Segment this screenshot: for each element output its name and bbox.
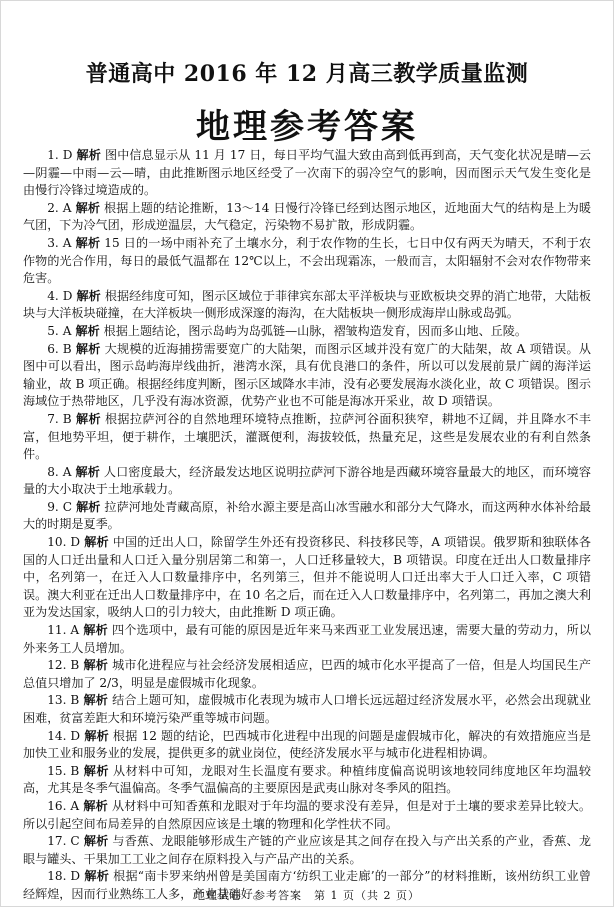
question-number: 13. [47, 693, 67, 708]
analysis-label: 解析 [83, 763, 109, 778]
answer-choice: C [62, 499, 72, 514]
analysis-label: 解析 [76, 288, 101, 303]
analysis-text: 图中信息显示从 11 月 17 日，每日平均气温大致由高到低再到高，天气变化状况是晴—云—阴霾—中雨—云—晴，由此推断图示地区经受了一次南下的弱冷空气的影响，因而图示天气发生变化是由慢行冷锋过境造成的。 [23, 148, 591, 198]
answer-choice: B [62, 411, 72, 426]
analysis-label: 解析 [83, 623, 108, 638]
analysis-label: 解析 [83, 798, 108, 813]
question-number: 17. [47, 834, 67, 849]
answer-choice: A [62, 200, 72, 215]
answer-choice: A [62, 464, 72, 479]
answer-item [23, 763, 591, 798]
question-number: 6. [47, 341, 59, 356]
analysis-text: 根据上题结论，图示岛屿为岛弧链—山脉，褶皱构造发育，因而多山地、丘陵。 [103, 323, 527, 338]
analysis-text: 根据经纬度可知，图示区域位于菲律宾东部太平洋板块与亚欧板块交界的消亡地带，大陆板块与大洋板块碰撞，在大洋板块一侧形成深邃的海沟，在大陆板块一侧形成海岸山脉或岛弧。 [23, 288, 591, 321]
analysis-label: 解析 [83, 834, 109, 849]
analysis-label: 解析 [84, 869, 110, 884]
answer-item [23, 833, 591, 868]
analysis-text: 拉萨河地处青藏高原，补给水源主要是高山冰雪融水和部分大气降水，而这两种水体补给最大的时期是夏季。 [23, 499, 591, 532]
analysis-label: 解析 [84, 728, 109, 743]
question-number: 18. [47, 869, 67, 884]
answer-choice: B [70, 693, 80, 708]
analysis-label: 解析 [76, 148, 101, 162]
analysis-text: 从材料中可知香蕉和龙眼对于年均温的要求没有差异，但是对于土壤的要求差异比较大。所以引起空间布局差异的自然原因应该是土壤的物理和化学性状不同。 [23, 798, 591, 831]
analysis-text: 城市化进程应与社会经济发展相适应，巴西的城市化水平提高了一倍，但是人均国民生产总值只增加了 2/3，明显是虚假城市化现象。 [23, 658, 591, 690]
question-number: 10. [47, 535, 67, 550]
answer-item [23, 534, 591, 622]
analysis-text: 四个选项中，最有可能的原因是近年来马来西亚工业发展迅速，需要大量的劳动力，所以外来务工人员增加。 [23, 623, 591, 655]
answer-item [23, 657, 591, 692]
analysis-text: 中国的迁出人口，除留学生外还有投资移民、科技移民等，A 项错误。俄罗斯和独联体各国的人口迁出量和人口迁入量分别居第二和第一，人口迁移量较大，B 项错误。印度在迁出人口数量排序中，名列第一，在迁入人口数量排序中，名列第三，但并不能说明人口迁出率大于人口迁入率，C 项错误。澳大利亚在迁出人口数量排序中，在 10 名之后，而在迁入人口数量排序中，名列第二，再加之澳大利亚为发达国家，吸纳人口的引力较大，由此推断 D 项正确。 [23, 535, 591, 620]
analysis-text: 结合上题可知，虚假城市化表现为城市人口增长远远超过经济发展水平，必然会出现就业困难，贫富差距大和环境污染严重等城市问题。 [23, 693, 591, 725]
analysis-text: 人口密度最大，经济最发达地区说明拉萨河下游谷地是西藏环境容量最大的地区，而环境容量的大小取决于土地承载力。 [23, 464, 591, 497]
analysis-text: 与香蕉、龙眼能够形成生产链的产业应该是其之间存在投入与产出关系的产业，香蕉、龙眼与罐头、干果加工工业之间存在原料投入与产品产出的关系。 [23, 834, 591, 866]
analysis-label: 解析 [83, 693, 109, 708]
question-number: 9. [47, 499, 59, 514]
question-number: 14. [47, 728, 67, 743]
question-number: 7. [47, 411, 59, 426]
analysis-label: 解析 [76, 499, 101, 514]
question-number: 4. [47, 288, 59, 303]
answer-item [23, 464, 591, 499]
analysis-text: 15 日的一场中雨补充了土壤水分，利于农作物的生长，七日中仅有两天为晴天，不利于农作物的光合作用，每日的最低气温都在 12℃以上，不会出现霜冻，一般而言，太阳辐射不会对农作物带来危害。 [23, 235, 591, 286]
question-number: 8. [47, 464, 59, 479]
answer-item [23, 288, 591, 323]
question-number: 1. [47, 148, 59, 162]
answer-item [23, 692, 591, 727]
analysis-text: 根据上题的结论推断，13～14 日慢行冷锋已经到达图示地区，近地面大气的结构是上为暖气团，下为冷气团，形成逆温层，大气稳定，污染物不易扩散，形成阴霾。 [23, 200, 591, 233]
analysis-text: 根据 12 题的结论，巴西城市化进程中出现的问题是虚假城市化，解决的有效措施应当是加快工业和服务业的发展，提供更多的就业岗位，使经济发展水平与城市化进程相协调。 [23, 728, 591, 761]
page-title: 地理参考答案 [196, 107, 418, 147]
answer-choice: A [70, 623, 80, 638]
analysis-text: 根据“南卡罗来纳州曾是美国南方‘纺织工业走廊’的一部分”的材料推断，该州纺织工业曾经辉煌，因而行业熟练工人多，产业基础好。 [23, 869, 591, 901]
answer-choice: D [70, 869, 81, 884]
answer-item [23, 235, 591, 288]
answer-item [23, 622, 591, 657]
answer-choice: D [70, 728, 81, 743]
page-footer: 地理试卷 参考答案 第 1 页（共 2 页） [194, 889, 420, 902]
analysis-text: 大规模的近海捕捞需要宽广的大陆架，而图示区域并没有宽广的大陆架，故 A 项错误。从图中可以看出，图示岛屿海岸线曲折，港湾水深，具有优良港口的条件，所以可以发展前景广阔的海洋运输业，故 B 项正确。根据经纬度判断，图示区域降水丰沛，没有必要发展海水淡化业，故 C 项错误。图示海域位于热带地区，几乎没有海冰资源，优势产业也不可能是海冰开采业，故 D 项错误。 [23, 341, 591, 409]
answer-item [23, 798, 591, 833]
analysis-label: 解析 [75, 411, 101, 426]
question-number: 16. [47, 798, 67, 813]
answer-choice: C [70, 834, 80, 849]
question-number: 3. [47, 235, 59, 250]
answer-choice: B [62, 341, 72, 356]
answer-choice: D [70, 535, 81, 550]
analysis-label: 解析 [83, 658, 109, 673]
answer-item [23, 323, 591, 341]
question-number: 5. [47, 323, 59, 338]
analysis-text: 根据拉萨河谷的自然地理环境特点推断，拉萨河谷面积狭窄，耕地不辽阔，并且降水不丰富，但地势平坦，便于耕作，土壤肥沃，灌溉便利，海拔较低，热量充足，这些是发展农业的有利自然条件。 [23, 411, 591, 462]
answer-choice: D [62, 148, 73, 162]
answer-item [23, 147, 591, 200]
answer-item [23, 728, 591, 763]
answer-item [23, 499, 591, 534]
question-number: 12. [47, 658, 67, 673]
answer-choice: B [70, 763, 80, 778]
analysis-label: 解析 [75, 464, 100, 479]
answer-item [23, 200, 591, 235]
answer-list [23, 147, 591, 904]
question-number: 15. [47, 763, 67, 778]
analysis-label: 解析 [75, 341, 101, 356]
analysis-label: 解析 [75, 235, 101, 250]
question-number: 2. [47, 200, 59, 215]
analysis-text: 从材料中可知，龙眼对生长温度有要求。种植纬度偏高说明该地较同纬度地区年均温较高，尤其是冬季气温偏高。冬季气温偏高的主要原因是武夷山脉对冬季风的阻挡。 [23, 763, 591, 796]
answer-item [23, 411, 591, 464]
exam-header: 普通高中 2016 年 12 月高三教学质量监测 [85, 61, 529, 87]
answer-choice: B [70, 658, 80, 673]
answer-choice: A [62, 235, 72, 250]
answer-choice: D [62, 288, 73, 303]
answer-item [23, 341, 591, 411]
analysis-label: 解析 [75, 323, 100, 338]
answer-choice: A [62, 323, 72, 338]
question-number: 11. [47, 623, 67, 638]
analysis-label: 解析 [75, 200, 101, 215]
answer-choice: A [70, 798, 80, 813]
analysis-label: 解析 [84, 535, 109, 550]
